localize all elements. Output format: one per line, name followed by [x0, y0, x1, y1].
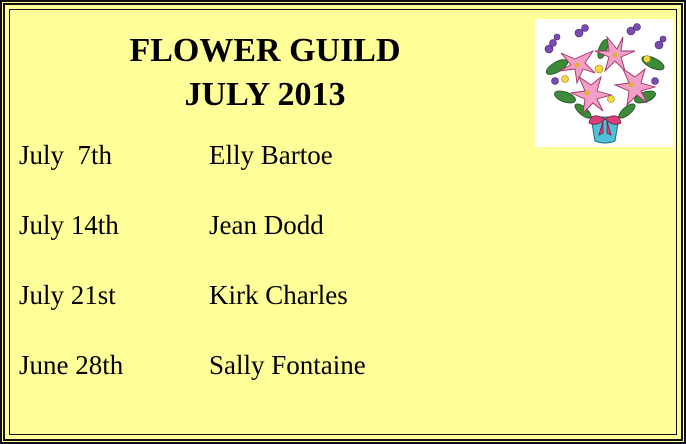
schedule-date: June 28th: [19, 350, 124, 380]
schedule-date: July 21st: [19, 280, 116, 310]
schedule-name: Kirk Charles: [209, 280, 348, 310]
title-line-2: JULY 2013: [184, 76, 346, 113]
schedule-date: July 7th: [19, 140, 113, 170]
schedule-date: July 14th: [19, 210, 119, 240]
schedule-name: Elly Bartoe: [209, 140, 333, 170]
title-line-1: FLOWER GUILD: [129, 32, 401, 69]
schedule-name: Sally Fontaine: [209, 350, 366, 380]
schedule-name: Jean Dodd: [209, 210, 324, 240]
flower-bouquet-icon: [535, 19, 673, 147]
